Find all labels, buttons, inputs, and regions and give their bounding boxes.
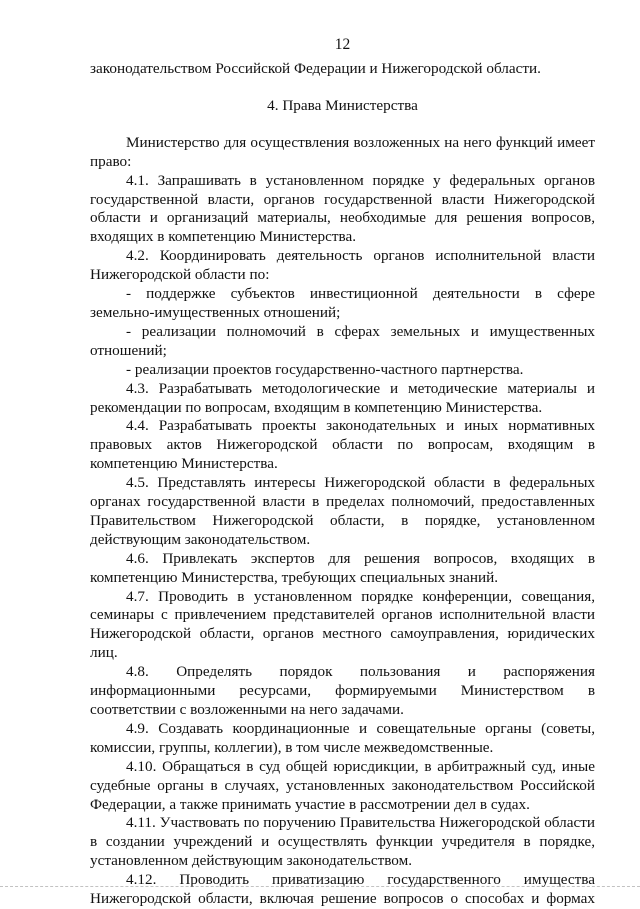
list-item: - поддержке субъектов инвестиционной деятельности в сфере земельно-имущественных отношений;: [90, 285, 595, 321]
paragraph-4-12: 4.12. Проводить приватизацию государственного имущества Нижегородской области, включая решение вопросов о способах и формах: [90, 871, 595, 908]
paragraph-4-1: 4.1. Запрашивать в установленном порядке у федеральных органов государственной власти, органов государственной власти Нижегородской области и организаций материалы, необходимые для решения вопросов, входящих в компетенцию Министерства.: [90, 171, 595, 246]
paragraph-4-4: 4.4. Разрабатывать проекты законодательных и иных нормативных правовых актов Нижегородской области по вопросам, входящим в компетенцию Министерства.: [90, 417, 595, 473]
paragraph-4-7: 4.7. Проводить в установленном порядке конференции, совещания, семинары с привлечением представителей органов исполнительной власти Нижегородской области, органов местного самоуправления, юридических лиц.: [90, 587, 595, 662]
paragraph-4-2: 4.2. Координировать деятельность органов исполнительной власти Нижегородской области по:: [90, 247, 595, 284]
list-item: - реализации полномочий в сферах земельных и имущественных отношений;: [90, 322, 595, 359]
list-item: - реализации проектов государственно-частного партнерства.: [126, 360, 524, 378]
scan-edge-line: [0, 886, 640, 889]
paragraph-intro: Министерство для осуществления возложенных на него функций имеет право:: [90, 133, 595, 170]
paragraph-4-9: 4.9. Создавать координационные и совещательные органы (советы, комиссии, группы, коллегии), в том числе межведомственные.: [90, 719, 595, 756]
paragraph-4-5: 4.5. Представлять интересы Нижегородской области в федеральных органах государственной власти в пределах полномочий, предоставленных Правительством Нижегородской области, в порядке, установленном действующим законодательством.: [90, 474, 595, 548]
paragraph-4-3: 4.3. Разрабатывать методологические и методические материалы и рекомендации по вопросам, входящим в компетенцию Министерства.: [90, 379, 595, 416]
document-body: [90, 60, 595, 909]
paragraph-4-11: 4.11. Участвовать по поручению Правительства Нижегородской области в создании учреждений и осуществлять функции учредителя в порядке, установленном действующим законодательством.: [90, 814, 595, 870]
paragraph-4-6: 4.6. Привлекать экспертов для решения вопросов, входящих в компетенцию Министерства, требующих специальных знаний.: [90, 549, 595, 586]
page-number: 12: [334, 36, 351, 53]
paragraph-4-10: 4.10. Обращаться в суд общей юрисдикции, в арбитражный суд, иные судебные органы в случаях, установленных законодательством Российской Федерации, а также принимать участие в рассмотрении дел в судах.: [90, 757, 595, 813]
section-heading: 4. Права Министерства: [267, 96, 418, 114]
paragraph-4-8: 4.8. Определять порядок пользования и распоряжения информационными ресурсами, формируемыми Министерством в соответствии с возложенными на него задачами.: [90, 663, 595, 718]
paragraph-continuation: законодательством Российской Федерации и Нижегородской области.: [90, 60, 541, 77]
